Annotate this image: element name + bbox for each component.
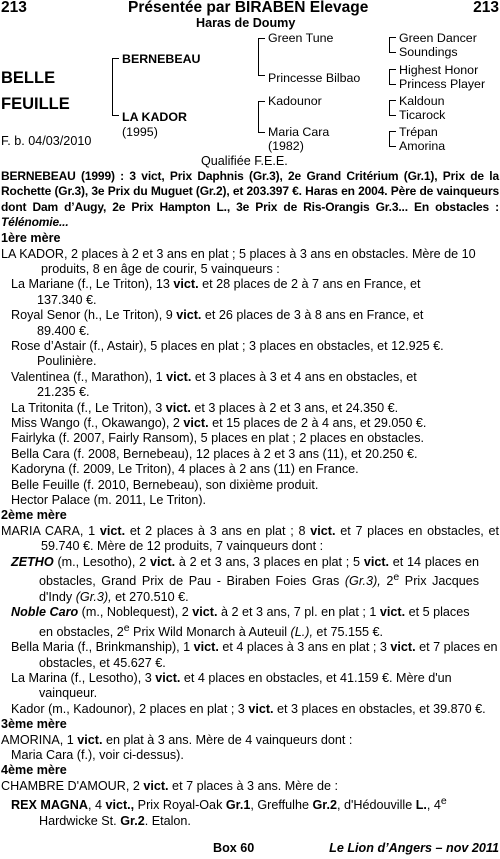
sire-sire: Green Tune bbox=[268, 31, 334, 45]
ancestor-g8: Amorina bbox=[399, 139, 446, 153]
pedigree-bracket-sire bbox=[258, 38, 265, 76]
dam1-intro: LA KADOR, 2 places à 2 et 3 ans en plat ; 5 places à 3 ans en obstacles. Mère de 10 produits, 8 en âge de courir, 5 vainqueurs : bbox=[1, 246, 476, 276]
produce-fairlyka: Fairlyka (f. 2007, Fairly Ransom), 5 places en plat ; 2 places en obstacles. bbox=[11, 431, 424, 446]
bracket-g78 bbox=[389, 131, 396, 147]
sire-dam: Princesse Bilbao bbox=[268, 71, 361, 85]
produce-zetho: ZETHO (m., Lesotho), 2 vict. à 2 et 3 ans, 3 places en plat ; 5 vict. et 14 places en obstacles, Grand Prix de Pau - Biraben Foies Gras (Gr.3), 2e Prix Jacques d'Indy (Gr.3), et 270.510 €. bbox=[11, 554, 480, 604]
ancestor-g4: Princess Player bbox=[399, 77, 486, 91]
dam2-intro: MARIA CARA, 1 vict. et 2 places à 3 ans en plat ; 8 vict. et 7 places en obstacles, et 59.740 €. Mère de 12 produits, 7 vainqueurs dont : bbox=[1, 523, 500, 554]
bracket-g34 bbox=[389, 69, 396, 85]
dam4-intro: CHAMBRE D'AMOUR, 2 vict. et 7 places à 3 ans. Mère de : bbox=[1, 778, 338, 793]
ancestor-g2: Soundings bbox=[399, 45, 458, 59]
footer-sale: Le Lion d’Angers – nov 2011 bbox=[329, 841, 499, 855]
dam-year: (1995) bbox=[122, 125, 158, 139]
produce-bella-cara: Bella Cara (f. 2008, Bernebeau), 12 places à 2 et 3 ans (11), et 20.250 €. bbox=[11, 446, 418, 461]
section-1ere-mere: 1ère mère bbox=[1, 231, 61, 245]
sire-record-text: BERNEBEAU (1999) : 3 vict, Prix Daphnis (Gr.3), 2e Grand Critérium (Gr.1), Prix de la Rochette (Gr.3), 3e Prix du Muguet (Gr.2), et 203.397 €. Haras en 2004. Père de vainqueurs dont Dam d’Augy, 2e Prix Hampton L., 3e Prix de Ris-Orangis Gr.3... En obstacles : bbox=[1, 169, 499, 214]
produce-la-mariane-earnings: 137.340 €. bbox=[37, 292, 97, 307]
produce-rose-dastair: Rose d’Astair (f., Astair), 5 places en plat ; 3 places en obstacles, et 12.925 €. bbox=[11, 338, 444, 353]
lot-number-left: 213 bbox=[1, 0, 27, 16]
dam3-produce-maria-cara: Maria Cara (f.), voir ci-dessus). bbox=[11, 748, 184, 763]
pedigree-bracket-dam bbox=[258, 101, 265, 133]
produce-hector-palace: Hector Palace (m. 2011, Le Triton). bbox=[11, 493, 207, 507]
horse-name-line2: FEUILLE bbox=[1, 95, 70, 113]
produce-valentinea-earnings: 21.235 €. bbox=[37, 385, 90, 400]
produce-noble-caro: Noble Caro (m., Noblequest), 2 vict. à 2 et 3 ans, 7 pl. en plat ; 1 vict. et 5 places en obstacles, 2e Prix Wild Monarch à Auteuil (L.), et 75.155 €. bbox=[11, 605, 470, 639]
bracket-g56 bbox=[389, 100, 396, 116]
sire-name: BERNEBEAU bbox=[122, 52, 201, 66]
produce-bella-maria: Bella Maria (f., Brinkmanship), 1 vict. et 4 places à 3 ans en plat ; 3 vict. et 7 places en obstacles, et 45.627 €. bbox=[11, 640, 498, 670]
produce-kadoryna: Kadoryna (f. 2009, Le Triton), 4 places à 2 ans (11) en France. bbox=[11, 462, 359, 477]
produce-valentinea: Valentinea (f., Marathon), 1 vict. et 3 places à 3 et 4 ans en obstacles, et bbox=[11, 369, 417, 384]
stud-name: Haras de Doumy bbox=[196, 16, 296, 30]
dam-sire: Kadounor bbox=[268, 94, 322, 108]
produce-kador: Kador (m., Kadounor), 2 places en plat ; 3 vict. et 3 places en obstacles, et 39.870 €. bbox=[11, 701, 486, 716]
produce-la-tritonita: La Tritonita (f., Le Triton), 3 vict. et 3 places à 2 et 3 ans, et 24.350 €. bbox=[11, 400, 399, 415]
footer-box: Box 60 bbox=[213, 841, 255, 855]
birth-info: F. b. 04/03/2010 bbox=[1, 134, 92, 148]
lot-number-right: 213 bbox=[473, 0, 499, 16]
produce-miss-wango: Miss Wango (f., Okawango), 2 vict. et 15 places de 2 à 4 ans, et 29.050 €. bbox=[11, 415, 427, 430]
dam-dam-year: (1982) bbox=[268, 139, 304, 153]
produce-rex-magna: REX MAGNA, 4 vict., Prix Royal-Oak Gr.1, Greffulhe Gr.2, d'Hédouville L., 4e Hardwicke St. Gr.2. Etalon. bbox=[11, 795, 447, 828]
ancestor-g7: Trépan bbox=[399, 125, 438, 139]
ancestor-g3: Highest Honor bbox=[399, 63, 479, 77]
horse-name-line1: BELLE bbox=[1, 69, 56, 87]
ancestor-g5: Kaldoun bbox=[399, 94, 445, 108]
produce-la-mariane: La Mariane (f., Le Triton), 13 vict. et 28 places de 2 à 7 ans en France, et bbox=[11, 277, 421, 292]
bracket-g12 bbox=[389, 37, 396, 53]
dam-name: LA KADOR bbox=[122, 110, 187, 124]
ancestor-g6: Ticarock bbox=[399, 108, 446, 122]
produce-la-marina: La Marina (f., Lesotho), 3 vict. et 4 places en obstacles, et 41.159 €. Mère d'un vainqueur. bbox=[11, 670, 452, 701]
dam-line-body bbox=[1, 231, 499, 829]
sire-record bbox=[1, 169, 499, 230]
section-2eme-mere: 2ème mère bbox=[1, 508, 67, 523]
sire-record-italic: Télénomie... bbox=[1, 214, 69, 229]
produce-royal-senor-earnings: 89.400 €. bbox=[37, 323, 90, 338]
section-4eme-mere: 4ème mère bbox=[1, 763, 67, 778]
section-3eme-mere: 3ème mère bbox=[1, 717, 67, 732]
pedigree-bracket-gen1 bbox=[112, 58, 119, 116]
produce-royal-senor: Royal Senor (h., Le Triton), 9 vict. et 26 places de 3 à 8 ans en France, et bbox=[11, 308, 424, 323]
qualification: Qualifiée F.E.E. bbox=[201, 154, 288, 168]
produce-rose-dastair-note: Poulinière. bbox=[37, 354, 97, 369]
ancestor-g1: Green Dancer bbox=[399, 31, 477, 45]
dam3-intro: AMORINA, 1 vict. en plat à 3 ans. Mère de 4 vainqueurs dont : bbox=[1, 732, 353, 747]
page-title: Présentée par BIRABEN Elevage bbox=[128, 0, 369, 16]
produce-belle-feuille: Belle Feuille (f. 2010, Bernebeau), son dixième produit. bbox=[11, 477, 319, 492]
dam-dam: Maria Cara bbox=[268, 125, 330, 139]
